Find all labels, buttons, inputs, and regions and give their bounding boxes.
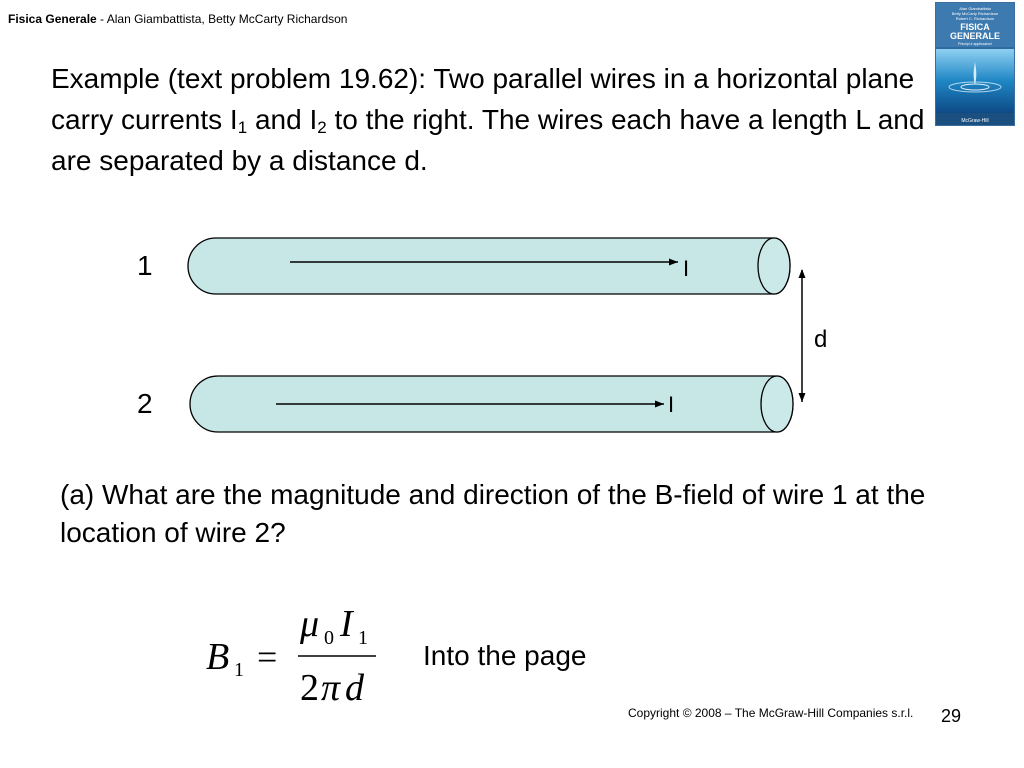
problem-text-part1: Example (text problem 19.62): Two parallel wires in a horizontal plane carry currents I [51,63,915,135]
formula-current-subscript: 1 [358,627,368,649]
wire-1-label: 1 [137,250,153,281]
page-number: 29 [941,706,962,726]
book-cover-author1: Alan Giambattista [959,6,991,11]
problem-text-part2: and I [247,104,318,135]
distance-label: d [814,326,828,353]
formula-lhs-subscript: 1 [234,659,244,681]
book-cover-subtitle: Principi e applicazioni [958,42,992,46]
formula-distance: d [345,667,364,709]
answer-direction: Into the page [423,640,587,671]
formula-equals: = [257,637,278,677]
formula-mu: μ [300,603,320,645]
book-cover-title2: GENERALE [949,31,1001,41]
wire-1 [188,238,790,294]
wire-2-end [761,376,793,432]
book-cover-author2: Betty McCarty Richardson [951,11,999,16]
formula-lhs: B [206,636,230,678]
problem-text-part3: to the right. The wires each have a length L and are separated by a distance d. [51,104,925,176]
book-authors: - Alan Giambattista, Betty McCarty Richardson [96,12,348,26]
formula-pi: π [321,667,341,709]
current-2-label: I [668,392,675,417]
formula-current: I [340,603,353,645]
formula-two: 2 [300,667,319,709]
wire-1-end [758,238,790,294]
formula-b1 [200,596,400,716]
current-1-label: I [683,256,690,281]
current1-subscript: 1 [237,118,248,137]
book-cover-author3: Robert C. Richardson [955,16,995,21]
formula-mu-subscript: 0 [324,627,334,649]
book-cover-publisher: McGraw-Hill [961,118,989,124]
question-a: (a) What are the magnitude and direction of the B-field of wire 1 at the location of wire 2? [60,479,926,548]
book-title: Fisica Generale [8,12,97,26]
book-cover-title1: FISICA [960,22,990,32]
copyright-notice: Copyright © 2008 – The McGraw-Hill Companies s.r.l. [628,706,914,720]
current2-subscript: 2 [317,118,327,137]
wire-2-label: 2 [137,388,153,419]
